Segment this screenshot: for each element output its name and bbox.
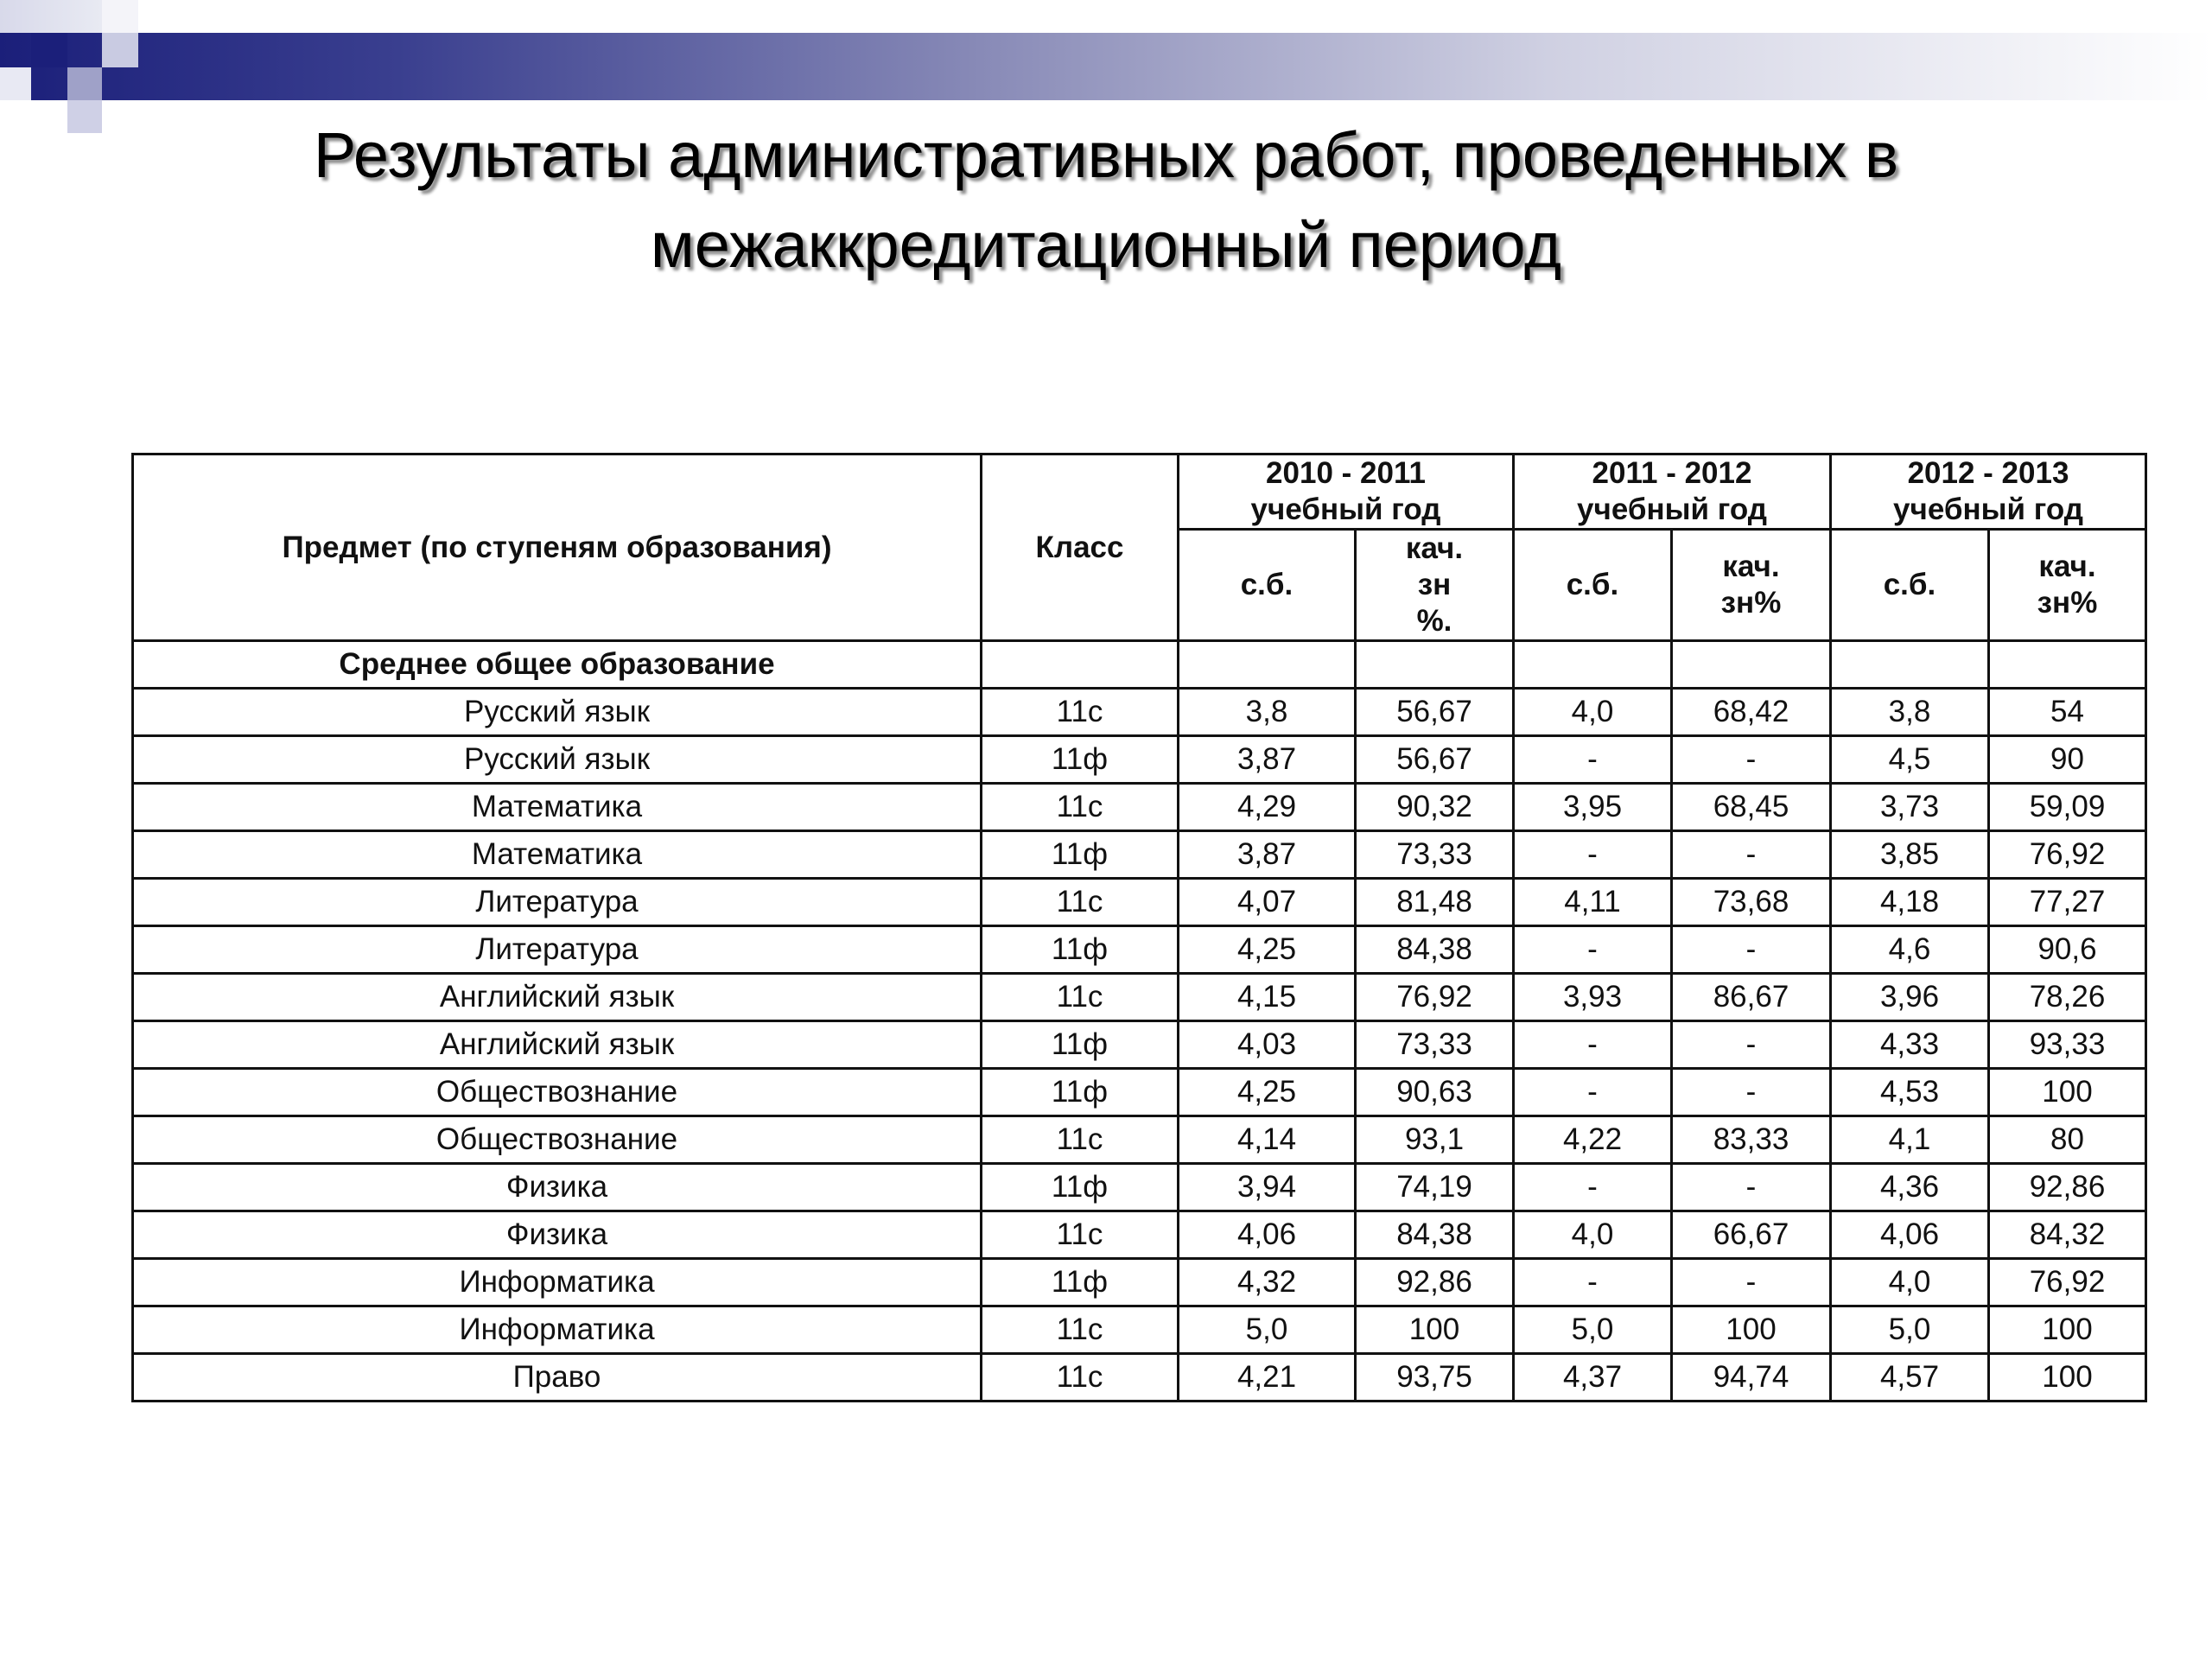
avg-2010-cell: 3,87	[1179, 736, 1356, 784]
class-cell: 11ф	[982, 1069, 1179, 1116]
avg-2010-cell: 3,94	[1179, 1164, 1356, 1211]
subject-cell: Литература	[133, 879, 982, 926]
avg-2012-cell: 4,06	[1831, 1211, 1989, 1259]
avg-2010-cell: 4,07	[1179, 879, 1356, 926]
subject-cell: Физика	[133, 1164, 982, 1211]
avg-2011-cell: -	[1514, 926, 1672, 974]
avg-2012-cell: 4,0	[1831, 1259, 1989, 1306]
quality-2011-cell: 68,42	[1672, 689, 1831, 736]
header-quality-percent: кач. зн%	[1989, 530, 2146, 641]
class-cell: 11с	[982, 974, 1179, 1021]
page-title	[86, 111, 2126, 290]
decor-square	[0, 67, 31, 100]
quality-2011-cell: -	[1672, 831, 1831, 879]
quality-2010-cell: 90,63	[1356, 1069, 1514, 1116]
avg-2012-cell: 5,0	[1831, 1306, 1989, 1354]
table-row	[133, 879, 2146, 926]
header-avg-score: с.б.	[1831, 530, 1989, 641]
avg-2011-cell: -	[1514, 1164, 1672, 1211]
table-row	[133, 1069, 2146, 1116]
avg-2010-cell: 3,87	[1179, 831, 1356, 879]
quality-2010-cell: 93,1	[1356, 1116, 1514, 1164]
subject-cell: Обществознание	[133, 1069, 982, 1116]
avg-2010-cell: 4,29	[1179, 784, 1356, 831]
subject-cell: Литература	[133, 926, 982, 974]
subject-cell: Информатика	[133, 1259, 982, 1306]
class-cell: 11с	[982, 1116, 1179, 1164]
header-avg-score: с.б.	[1179, 530, 1356, 641]
quality-2010-cell: 84,38	[1356, 1211, 1514, 1259]
avg-2012-cell: 4,5	[1831, 736, 1989, 784]
avg-2010-cell: 4,03	[1179, 1021, 1356, 1069]
subject-cell: Информатика	[133, 1306, 982, 1354]
table-row	[133, 974, 2146, 1021]
results-table	[131, 453, 2147, 1402]
avg-2010-cell: 4,14	[1179, 1116, 1356, 1164]
quality-2011-cell: -	[1672, 1069, 1831, 1116]
table-cell	[1514, 641, 1672, 689]
class-cell: 11ф	[982, 736, 1179, 784]
quality-2010-cell: 100	[1356, 1306, 1514, 1354]
table-cell	[1672, 641, 1831, 689]
quality-2012-cell: 90,6	[1989, 926, 2146, 974]
quality-2012-cell: 100	[1989, 1354, 2146, 1402]
quality-2011-cell: 86,67	[1672, 974, 1831, 1021]
avg-2010-cell: 5,0	[1179, 1306, 1356, 1354]
decor-square	[102, 33, 138, 67]
avg-2012-cell: 4,36	[1831, 1164, 1989, 1211]
quality-2012-cell: 80	[1989, 1116, 2146, 1164]
quality-2012-cell: 77,27	[1989, 879, 2146, 926]
table-row	[133, 1354, 2146, 1402]
header-quality-percent: кач. зн%	[1672, 530, 1831, 641]
avg-2011-cell: -	[1514, 1021, 1672, 1069]
table-cell	[1356, 641, 1514, 689]
table-cell	[1179, 641, 1356, 689]
avg-2012-cell: 3,73	[1831, 784, 1989, 831]
avg-2012-cell: 4,57	[1831, 1354, 1989, 1402]
quality-2011-cell: -	[1672, 1259, 1831, 1306]
table-row	[133, 1116, 2146, 1164]
avg-2010-cell: 4,25	[1179, 926, 1356, 974]
quality-2010-cell: 81,48	[1356, 879, 1514, 926]
avg-2011-cell: 4,22	[1514, 1116, 1672, 1164]
header-quality-percent: кач. зн %.	[1356, 530, 1514, 641]
table-cell	[982, 641, 1179, 689]
quality-2012-cell: 100	[1989, 1069, 2146, 1116]
quality-2012-cell: 78,26	[1989, 974, 2146, 1021]
avg-2011-cell: 4,11	[1514, 879, 1672, 926]
header-gradient-band	[0, 33, 2212, 100]
table-body	[133, 641, 2146, 1402]
quality-2011-cell: 66,67	[1672, 1211, 1831, 1259]
table-row	[133, 736, 2146, 784]
avg-2011-cell: -	[1514, 831, 1672, 879]
table-row	[133, 1164, 2146, 1211]
quality-2012-cell: 76,92	[1989, 831, 2146, 879]
class-cell: 11с	[982, 1211, 1179, 1259]
quality-2010-cell: 73,33	[1356, 1021, 1514, 1069]
avg-2011-cell: -	[1514, 1069, 1672, 1116]
avg-2011-cell: 3,93	[1514, 974, 1672, 1021]
table-row	[133, 1021, 2146, 1069]
class-cell: 11ф	[982, 926, 1179, 974]
header-subject: Предмет (по ступеням образования)	[133, 454, 982, 641]
avg-2010-cell: 4,32	[1179, 1259, 1356, 1306]
table-row	[133, 926, 2146, 974]
class-cell: 11с	[982, 1306, 1179, 1354]
table-row	[133, 1211, 2146, 1259]
quality-2012-cell: 84,32	[1989, 1211, 2146, 1259]
subject-cell: Английский язык	[133, 974, 982, 1021]
avg-2011-cell: 4,0	[1514, 689, 1672, 736]
quality-2011-cell: 83,33	[1672, 1116, 1831, 1164]
subject-cell: Обществознание	[133, 1116, 982, 1164]
quality-2012-cell: 90	[1989, 736, 2146, 784]
avg-2012-cell: 4,6	[1831, 926, 1989, 974]
quality-2010-cell: 92,86	[1356, 1259, 1514, 1306]
quality-2011-cell: 68,45	[1672, 784, 1831, 831]
section-label: Среднее общее образование	[133, 641, 982, 689]
header-avg-score: с.б.	[1514, 530, 1672, 641]
table-cell	[1989, 641, 2146, 689]
avg-2012-cell: 3,8	[1831, 689, 1989, 736]
table-row	[133, 689, 2146, 736]
avg-2010-cell: 4,21	[1179, 1354, 1356, 1402]
quality-2011-cell: -	[1672, 926, 1831, 974]
avg-2011-cell: 4,0	[1514, 1211, 1672, 1259]
table-row	[133, 784, 2146, 831]
subject-cell: Физика	[133, 1211, 982, 1259]
avg-2012-cell: 4,53	[1831, 1069, 1989, 1116]
quality-2012-cell: 100	[1989, 1306, 2146, 1354]
subject-cell: Математика	[133, 831, 982, 879]
quality-2010-cell: 73,33	[1356, 831, 1514, 879]
avg-2011-cell: -	[1514, 1259, 1672, 1306]
subject-cell: Право	[133, 1354, 982, 1402]
avg-2010-cell: 3,8	[1179, 689, 1356, 736]
avg-2011-cell: 5,0	[1514, 1306, 1672, 1354]
decor-square	[31, 33, 67, 67]
subject-cell: Русский язык	[133, 736, 982, 784]
class-cell: 11ф	[982, 1021, 1179, 1069]
class-cell: 11ф	[982, 831, 1179, 879]
avg-2011-cell: 4,37	[1514, 1354, 1672, 1402]
quality-2011-cell: -	[1672, 1164, 1831, 1211]
quality-2010-cell: 84,38	[1356, 926, 1514, 974]
header-year-2010-2011: 2010 - 2011 учебный год	[1179, 454, 1514, 530]
decor-square	[102, 0, 138, 33]
table-cell	[1831, 641, 1989, 689]
class-cell: 11с	[982, 689, 1179, 736]
quality-2012-cell: 93,33	[1989, 1021, 2146, 1069]
quality-2010-cell: 74,19	[1356, 1164, 1514, 1211]
avg-2012-cell: 4,33	[1831, 1021, 1989, 1069]
quality-2010-cell: 93,75	[1356, 1354, 1514, 1402]
quality-2010-cell: 56,67	[1356, 689, 1514, 736]
quality-2012-cell: 59,09	[1989, 784, 2146, 831]
quality-2010-cell: 76,92	[1356, 974, 1514, 1021]
avg-2010-cell: 4,15	[1179, 974, 1356, 1021]
quality-2011-cell: -	[1672, 1021, 1831, 1069]
quality-2010-cell: 56,67	[1356, 736, 1514, 784]
avg-2011-cell: 3,95	[1514, 784, 1672, 831]
subject-cell: Английский язык	[133, 1021, 982, 1069]
quality-2011-cell: 94,74	[1672, 1354, 1831, 1402]
class-cell: 11с	[982, 784, 1179, 831]
header-class: Класс	[982, 454, 1179, 641]
avg-2012-cell: 3,96	[1831, 974, 1989, 1021]
quality-2012-cell: 92,86	[1989, 1164, 2146, 1211]
decor-square	[67, 67, 102, 100]
avg-2010-cell: 4,25	[1179, 1069, 1356, 1116]
quality-2012-cell: 76,92	[1989, 1259, 2146, 1306]
quality-2011-cell: 100	[1672, 1306, 1831, 1354]
title-line-2: межаккредитационный период	[650, 209, 1562, 281]
subject-cell: Русский язык	[133, 689, 982, 736]
class-cell: 11ф	[982, 1259, 1179, 1306]
avg-2012-cell: 4,18	[1831, 879, 1989, 926]
avg-2011-cell: -	[1514, 736, 1672, 784]
title-line-1: Результаты административных работ, проведенных в	[313, 119, 1899, 191]
header-year-2011-2012: 2011 - 2012 учебный год	[1514, 454, 1831, 530]
avg-2012-cell: 4,1	[1831, 1116, 1989, 1164]
avg-2010-cell: 4,06	[1179, 1211, 1356, 1259]
quality-2010-cell: 90,32	[1356, 784, 1514, 831]
class-cell: 11ф	[982, 1164, 1179, 1211]
table-row	[133, 1259, 2146, 1306]
section-row	[133, 641, 2146, 689]
avg-2012-cell: 3,85	[1831, 831, 1989, 879]
header-year-2012-2013: 2012 - 2013 учебный год	[1831, 454, 2146, 530]
class-cell: 11с	[982, 879, 1179, 926]
quality-2012-cell: 54	[1989, 689, 2146, 736]
subject-cell: Математика	[133, 784, 982, 831]
table-row	[133, 831, 2146, 879]
quality-2011-cell: -	[1672, 736, 1831, 784]
class-cell: 11с	[982, 1354, 1179, 1402]
quality-2011-cell: 73,68	[1672, 879, 1831, 926]
table-row	[133, 1306, 2146, 1354]
